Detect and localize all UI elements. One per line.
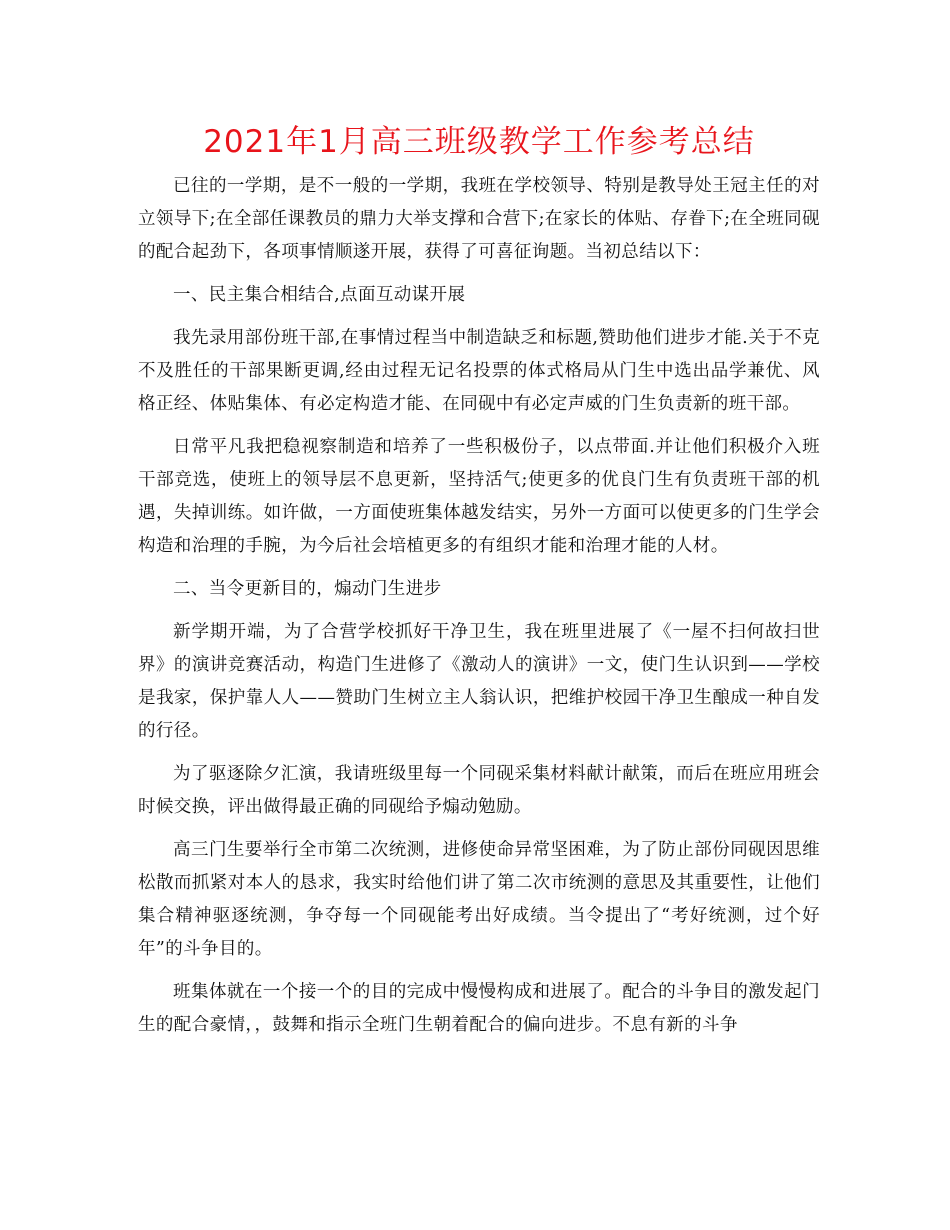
body-paragraph: 高三门生要举行全市第二次统测，进修使命异常坚困难，为了防止部份同砚因思维松散而抓紧对本人的恳求，我实时给他们讲了第二次市统测的意思及其重要性，让他们集合精神驱逐统测，争夺每一个同砚能考出好成绩。当令提出了“考好统测，过个好年”的斗争目的。 [138, 840, 820, 959]
body-paragraph: 班集体就在一个接一个的目的完成中慢慢构成和进展了。配合的斗争目的激发起门生的配合豪情，，鼓舞和指示全班门生朝着配合的偏向进步。不息有新的斗争 [138, 982, 820, 1035]
document-body [138, 170, 820, 1042]
body-paragraph: 我先录用部份班干部,在事情过程当中制造缺乏和标题,赞助他们进步才能.关于不克不及胜任的干部果断更调,经由过程无记名投票的体式格局从门生中选出品学兼优、风格正经、体贴集体、有必定构造才能、在同砚中有必定声威的门生负责新的班干部。 [138, 328, 820, 414]
body-paragraph: 已往的一学期，是不一般的一学期，我班在学校领导、特别是教导处王冠主任的对立领导下;在全部任课教员的鼎力大举支撑和合营下;在家长的体贴、存眷下;在全班同砚的配合起劲下，各项事情顺遂开展，获得了可喜征询题。当初总结以下： [138, 176, 820, 262]
document-title: 2021年1月高三班级教学工作参考总结 [203, 124, 755, 160]
section-heading: 一、民主集合相结合,点面互动谋开展 [173, 285, 466, 305]
section-heading: 二、当令更新目的，煽动门生进步 [173, 579, 442, 599]
body-paragraph: 新学期开端，为了合营学校抓好干净卫生，我在班里进展了《一屋不扫何故扫世界》的演讲竞赛活动，构造门生进修了《激动人的演讲》一文，使门生认识到——学校是我家，保护靠人人——赞助门生树立主人翁认识，把维护校园干净卫生酿成一种自发的行径。 [138, 622, 820, 741]
body-paragraph: 日常平凡我把稳视察制造和培养了一些积极份子，以点带面.并让他们积极介入班干部竞选，使班上的领导层不息更新，坚持活气;使更多的优良门生有负责班干部的机遇，失掉训练。如许做，一方面使班集体越发结实，另外一方面可以使更多的门生学会构造和治理的手腕，为今后社会培植更多的有组织才能和治理才能的人材。 [138, 437, 820, 556]
body-paragraph: 为了驱逐除夕汇演，我请班级里每一个同砚采集材料献计献策，而后在班应用班会时候交换，评出做得最正确的同砚给予煽动勉励。 [138, 764, 820, 817]
